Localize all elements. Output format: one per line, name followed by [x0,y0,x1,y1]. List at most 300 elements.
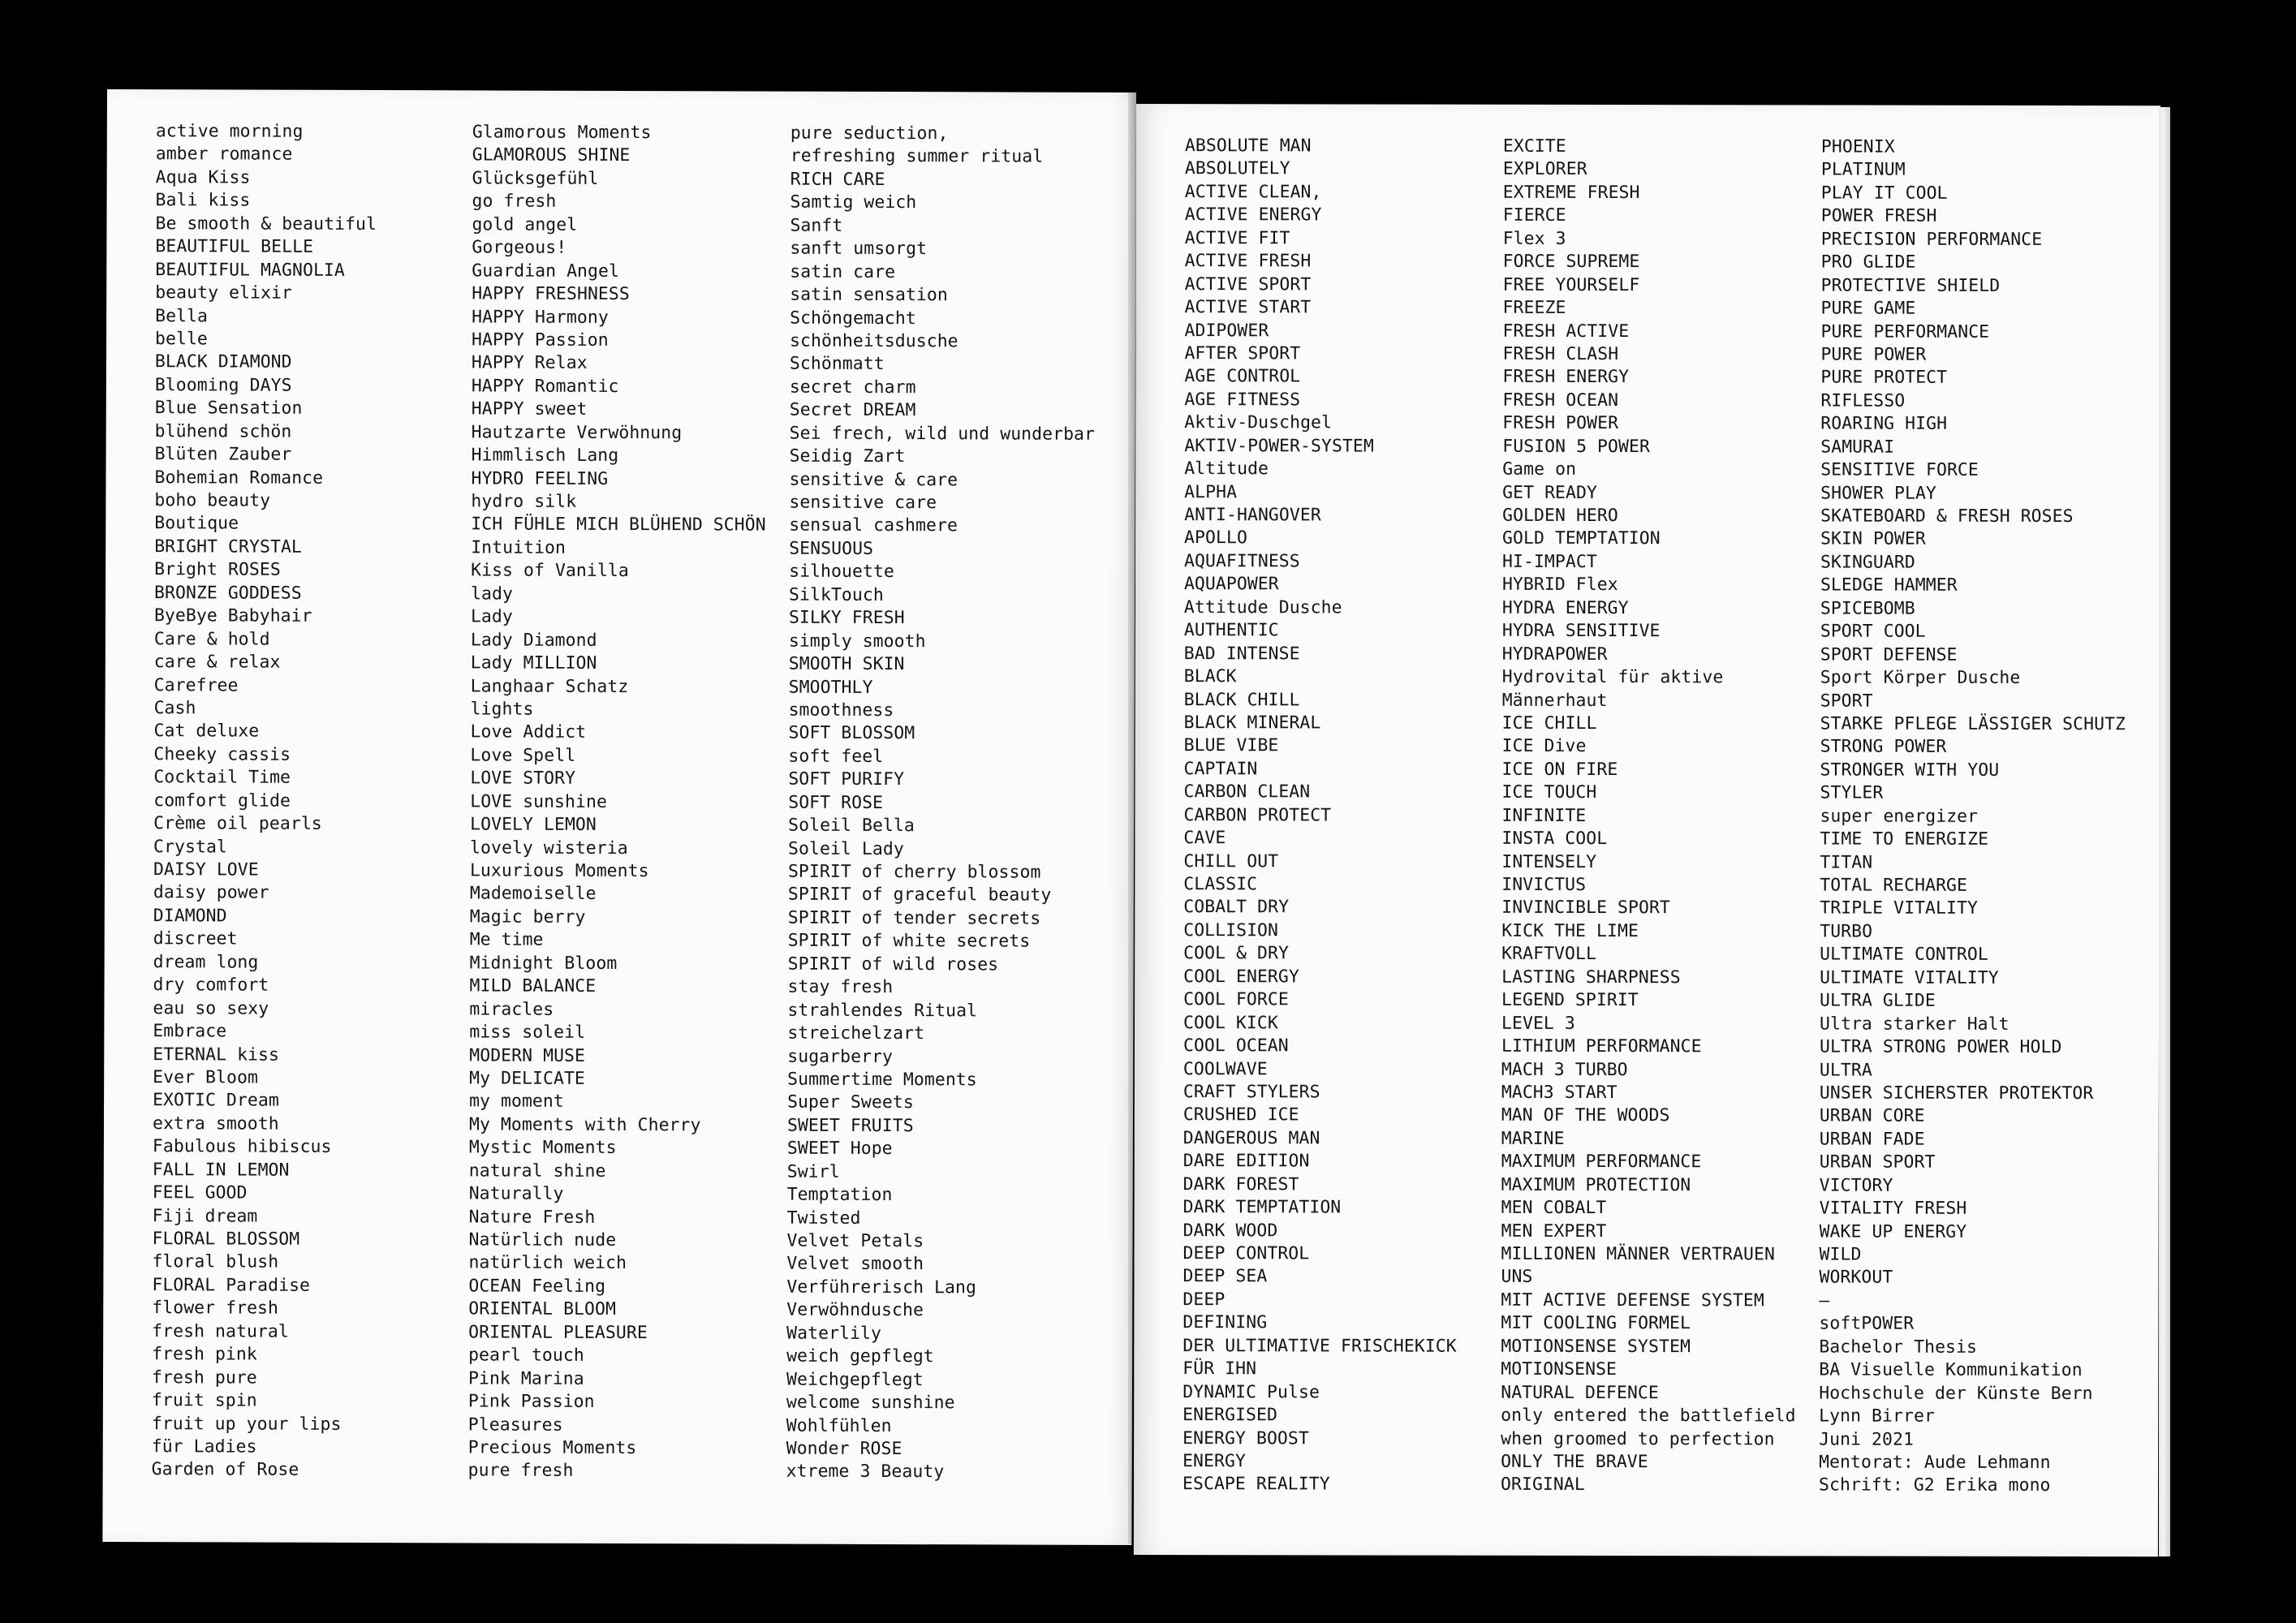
list-item: Bright ROSES [154,559,281,580]
list-item: GET READY [1502,482,1597,503]
list-item: Sanft [790,215,843,236]
list-item: AGE CONTROL [1184,366,1301,387]
list-item: INVINCIBLE SPORT [1501,898,1670,919]
list-item: HYDRO FEELING [471,467,609,489]
list-item: Schönmatt [789,354,885,375]
list-item: URBAN SPORT [1819,1152,1936,1173]
list-item: MAXIMUM PROTECTION [1501,1174,1691,1195]
list-item: Lady [470,606,513,627]
list-item: LOVE sunshine [470,791,608,812]
list-item: ORIENTAL BLOOM [468,1298,617,1320]
list-item: BA Visuelle Kommunikation [1819,1359,2083,1381]
list-item: SILKY FRESH [788,607,905,629]
list-item: LEVEL 3 [1501,1013,1575,1034]
list-item: Pink Marina [467,1368,584,1389]
list-item: PHOENIX [1820,136,1895,157]
list-item: ULTIMATE CONTROL [1820,944,1988,966]
list-item: ULTRA GLIDE [1820,990,1936,1011]
list-item: Cat deluxe [153,721,260,742]
list-item: SOFT ROSE [788,792,884,813]
list-item: MOTIONSENSE [1501,1358,1618,1380]
list-item: CRAFT STYLERS [1182,1082,1320,1103]
list-item: ABSOLUTELY [1184,158,1290,179]
list-item: miss soleil [469,1022,586,1043]
list-item: ICE CHILL [1501,712,1597,734]
list-item: UNSER SICHERSTER PROTEKTOR [1819,1083,2094,1104]
list-item: Swirl [786,1161,840,1182]
list-item: GOLD TEMPTATION [1502,528,1661,549]
left-page-column-2 [468,121,768,1483]
list-item: AQUAPOWER [1183,574,1279,595]
list-item: FRESH POWER [1502,413,1619,434]
list-item: SPIRIT of graceful beauty [787,885,1052,906]
list-item: miracles [469,999,554,1020]
list-item: ACTIVE CLEAN, [1184,181,1322,203]
list-item: amber romance [155,144,293,166]
list-item: MAN OF THE WOODS [1501,1105,1670,1126]
list-item: Bachelor Thesis [1819,1337,1978,1358]
list-item: pure seduction, [790,123,949,144]
list-item: blühend schön [154,420,292,442]
list-item: sensual cashmere [789,515,958,536]
list-item: Naturally [468,1183,564,1204]
list-item: TOTAL RECHARGE [1820,875,1968,896]
list-item: MEN EXPERT [1501,1220,1607,1242]
list-item: softPOWER [1819,1313,1915,1334]
list-item: Carefree [153,674,239,696]
list-item: ACTIVE ENERGY [1184,204,1322,226]
list-item: LITHIUM PERFORMANCE [1501,1035,1702,1057]
list-item: POWER FRESH [1820,205,1937,227]
list-item: FLORAL BLOSSOM [152,1229,300,1250]
list-item: INVICTUS [1501,874,1587,895]
list-item: ACTIVE FIT [1184,227,1290,249]
list-item: Blue Sensation [154,398,303,420]
list-item: beauty elixir [155,282,292,304]
list-item: MARINE [1501,1128,1565,1149]
list-item: Natürlich nude [468,1229,617,1251]
right-page-column-2 [1501,136,1798,1497]
list-item: stay fresh [787,976,894,998]
list-item: HYDRAPOWER [1501,644,1608,665]
list-item: Super Sweets [787,1092,914,1113]
list-item: BRONZE GODDESS [154,582,302,604]
list-item: Fabulous hibiscus [152,1136,332,1158]
list-item: MIT COOLING FORMEL [1501,1313,1691,1334]
list-item: sensitive & care [789,469,958,490]
list-item: sanft umsorgt [790,238,928,260]
list-item: Lynn Birrer [1819,1406,1935,1427]
list-item: Verwöhndusche [786,1299,924,1321]
list-item: Nature Fresh [468,1206,596,1228]
list-item: smoothness [788,700,894,721]
list-item: Care & hold [153,628,270,650]
list-item: Boutique [154,513,239,534]
list-item: BLACK DIAMOND [154,351,292,373]
list-item: MEN COBALT [1501,1197,1607,1219]
list-item: Blüten Zauber [154,444,292,465]
list-item: Flex 3 [1502,228,1566,249]
list-item: Cash [153,698,196,719]
list-item: FREE YOURSELF [1502,274,1640,295]
list-item: AFTER SPORT [1184,343,1301,364]
list-item: für Ladies [151,1436,257,1457]
list-item: ACTIVE SPORT [1184,273,1312,295]
list-item: Mentorat: Aude Lehmann [1819,1452,2051,1473]
list-item: HAPPY Harmony [472,306,609,328]
list-item: ANTI-HANGOVER [1184,505,1321,526]
list-item: Verführerisch Lang [786,1276,977,1298]
list-item: Lady Diamond [470,630,597,651]
list-item: URBAN CORE [1819,1105,1925,1127]
left-page [102,89,1136,1545]
list-item: EXCITE [1502,136,1566,157]
list-item: ENERGY BOOST [1182,1427,1309,1449]
list-item: DARE EDITION [1182,1151,1310,1172]
list-item: SPORT COOL [1820,621,1926,642]
right-page [1134,104,2160,1556]
list-item: COLLISION [1183,919,1279,941]
list-item: SENSUOUS [789,538,874,559]
list-item: Bali kiss [155,190,251,211]
list-item: STYLER [1820,782,1884,803]
list-item: CLASSIC [1183,874,1258,895]
list-item: ICE Dive [1501,736,1587,757]
list-item: belle [154,329,208,350]
list-item: AKTIV-POWER-SYSTEM [1184,435,1374,457]
list-item: ACTIVE FRESH [1184,251,1312,272]
list-item: Soleil Bella [788,815,915,837]
list-item: HI-IMPACT [1501,551,1597,572]
list-item: fresh natural [152,1320,289,1342]
list-item: Altitude [1184,458,1269,480]
list-item: ROARING HIGH [1820,413,1948,434]
left-page-column-1 [152,120,377,1483]
list-item: Magic berry [469,906,586,928]
list-item: AUTHENTIC [1183,620,1279,641]
list-item: ACTIVE START [1184,297,1312,318]
list-item: FEEL GOOD [152,1182,248,1203]
list-item: SAMURAI [1820,437,1895,458]
list-item: KRAFTVOLL [1501,944,1597,965]
list-item: pure fresh [467,1460,574,1482]
list-item: WAKE UP ENERGY [1819,1221,1967,1242]
list-item: ONLY THE BRAVE [1501,1451,1648,1473]
list-item: HAPPY Romantic [471,376,619,397]
list-item: CARBON CLEAN [1183,781,1311,803]
list-item: Pink Passion [467,1391,595,1412]
list-item: LOVELY LEMON [470,814,597,836]
list-item: RIFLESSO [1820,390,1906,411]
list-item: HAPPY FRESHNESS [472,283,630,305]
list-item: ORIGINAL [1501,1474,1585,1496]
list-item: CAPTAIN [1183,758,1258,780]
list-item: INFINITE [1501,805,1587,826]
list-item: COOL & DRY [1183,943,1289,964]
list-item: Game on [1502,458,1577,480]
list-item: Himmlisch Lang [471,445,619,467]
list-item: discreet [153,928,238,949]
list-item: Hochschule der Künste Bern [1819,1383,2093,1404]
list-item: ORIENTAL PLEASURE [468,1322,648,1343]
list-item: SPIRIT of white secrets [787,930,1031,952]
page-stack-edge [2159,107,2170,1556]
list-item: COOL OCEAN [1182,1035,1289,1057]
list-item: Attitude Dusche [1183,596,1342,618]
list-item: LEGEND SPIRIT [1501,989,1639,1011]
list-item: Hautzarte Verwöhnung [471,422,683,443]
list-item: fruit up your lips [151,1413,342,1435]
list-item: INTENSELY [1501,851,1597,872]
list-item: BLACK MINERAL [1183,712,1321,734]
list-item: ETERNAL kiss [153,1044,280,1065]
list-item: INSTA COOL [1501,828,1608,850]
list-item: Intuition [471,537,566,558]
list-item: DEEP [1182,1289,1226,1311]
list-item: COOL KICK [1183,1012,1278,1033]
list-item: Wonder ROSE [786,1438,902,1460]
list-item: BEAUTIFUL BELLE [155,236,314,257]
list-item: Pleasures [467,1414,563,1436]
list-item: EXPLORER [1502,159,1587,180]
list-item: Mystic Moments [468,1137,617,1159]
list-item: ULTIMATE VITALITY [1820,967,1999,988]
list-item: UNS [1501,1267,1533,1288]
list-item: HYDRA SENSITIVE [1501,620,1661,642]
list-item: ByeBye Babyhair [153,605,312,626]
list-item: Seidig Zart [789,446,906,467]
list-item: PLATINUM [1820,159,1906,181]
list-item: STRONGER WITH YOU [1820,760,2000,781]
list-item: Precious Moments [467,1437,637,1458]
right-page-column-1 [1182,135,1458,1496]
list-item: FORCE SUPREME [1502,251,1640,273]
list-item: Soleil Lady [788,838,904,859]
list-item: FRESH ENERGY [1502,367,1630,388]
list-item: boho beauty [154,490,271,511]
list-item: DEEP CONTROL [1182,1243,1310,1264]
list-item: ICE TOUCH [1501,782,1597,803]
list-item: SWEET FRUITS [786,1115,914,1136]
list-item: FÜR IHN [1182,1358,1257,1380]
list-item: go fresh [472,191,557,213]
list-item: SHOWER PLAY [1820,483,1936,504]
list-item: WILD [1819,1244,1862,1265]
list-item: TURBO [1820,921,1873,942]
list-item: Secret DREAM [789,399,916,421]
list-item: Cocktail Time [153,767,291,788]
list-item: pearl touch [468,1345,584,1367]
list-item: SPIRIT of tender secrets [787,907,1041,929]
list-item: MACH 3 TURBO [1501,1059,1628,1080]
list-item: APOLLO [1184,527,1247,549]
list-item: Love Spell [470,745,576,766]
list-item: Bohemian Romance [154,467,324,489]
list-item: ALPHA [1184,481,1238,502]
list-item: VITALITY FRESH [1819,1198,1967,1219]
list-item: DARK TEMPTATION [1182,1197,1342,1218]
list-item: DAISY LOVE [153,859,259,880]
list-item: Männerhaut [1501,690,1608,711]
list-item: HAPPY sweet [471,398,588,420]
list-item: DYNAMIC Pulse [1182,1381,1320,1403]
list-item: gold angel [472,214,578,235]
list-item: satin care [790,261,896,282]
list-item: FRESH OCEAN [1502,390,1619,411]
list-item: secret charm [789,377,916,398]
list-item: Fiji dream [152,1205,258,1227]
list-item: Hydrovital für aktive [1501,666,1724,688]
list-item: MODERN MUSE [469,1044,586,1066]
list-item: refreshing summer ritual [790,146,1044,168]
list-item: MOTIONSENSE SYSTEM [1501,1336,1691,1357]
list-item: STARKE PFLEGE LÄSSIGER SCHUTZ [1820,713,2126,735]
list-item: BEAUTIFUL MAGNOLIA [155,259,345,281]
list-item: SENSITIVE FORCE [1820,459,1979,480]
list-item: lady [471,583,514,605]
list-item: LASTING SHARPNESS [1501,966,1681,988]
list-item: streichelzart [787,1022,925,1044]
list-item: daisy power [153,882,269,904]
list-item: MIT ACTIVE DEFENSE SYSTEM [1501,1289,1764,1311]
list-item: ESCAPE REALITY [1182,1474,1330,1495]
left-page-column-3 [786,123,1096,1485]
list-item: BLACK CHILL [1183,689,1300,710]
list-item: RICH CARE [790,169,885,190]
list-item: simply smooth [788,631,926,652]
list-item: Guardian Angel [472,260,620,282]
list-item: Summertime Moments [787,1069,977,1091]
list-item: dry comfort [153,975,269,996]
list-item: FREEZE [1502,297,1566,318]
list-item: Crystal [153,836,227,858]
list-item: sugarberry [787,1046,894,1067]
list-item: AGE FITNESS [1184,389,1301,411]
list-item: SilkTouch [789,584,884,605]
list-item: FRESH CLASH [1502,343,1619,364]
list-item: fresh pure [151,1367,257,1388]
list-item: Juni 2021 [1819,1428,1914,1450]
list-item: — [1819,1290,1830,1311]
list-item: Schrift: G2 Erika mono [1819,1474,2051,1496]
list-item: ULTRA [1819,1059,1872,1081]
list-item: SKATEBOARD & FRESH ROSES [1820,506,2074,527]
list-item: BRIGHT CRYSTAL [154,536,302,558]
list-item: CAVE [1183,828,1226,849]
list-item: Waterlily [786,1323,882,1344]
list-item: Luxurious Moments [469,860,649,882]
list-item: Aktiv-Duschgel [1184,412,1333,433]
list-item: AQUAFITNESS [1183,550,1300,572]
list-item: TITAN [1820,852,1873,873]
list-item: floral blush [152,1251,279,1273]
list-item: ENERGISED [1182,1405,1278,1426]
list-item: CHILL OUT [1183,850,1279,872]
list-item: Sei frech, wild und wunderbar [789,423,1096,445]
list-item: fresh pink [152,1344,257,1365]
list-item: ICH FÜHLE MICH BLÜHEND SCHÖN [471,514,766,536]
list-item: SMOOTHLY [788,677,873,698]
list-item: SOFT BLOSSOM [788,723,915,744]
list-item: HAPPY Relax [471,352,588,374]
list-item: ABSOLUTE MAN [1184,136,1312,157]
list-item: Blooming DAYS [154,374,292,396]
list-item: SPIRIT of cherry blossom [787,861,1041,883]
list-item: weich gepflegt [786,1345,934,1367]
list-item: Lady MILLION [470,652,597,674]
list-item: SWEET Hope [786,1138,893,1160]
list-item: DEEP SEA [1182,1266,1268,1287]
list-item: DER ULTIMATIVE FRISCHEKICK [1182,1335,1457,1357]
list-item: EXTREME FRESH [1502,182,1640,203]
list-item: DARK WOOD [1182,1220,1278,1241]
list-item: Cheeky cassis [153,743,291,765]
list-item: My Moments with Cherry [468,1114,701,1136]
list-item: Weichgepflegt [786,1369,924,1390]
list-item: SPIRIT of wild roses [787,954,999,975]
list-item: PLAY IT COOL [1820,183,1948,204]
list-item: MACH3 START [1501,1082,1618,1103]
list-item: GLAMOROUS SHINE [472,144,631,166]
list-item: OCEAN Feeling [468,1276,606,1297]
list-item: Gorgeous! [472,237,567,258]
list-item: DARK FOREST [1182,1173,1299,1195]
list-item: SOFT PURIFY [788,768,905,790]
list-item: PURE PERFORMANCE [1820,321,1990,342]
list-item: SMOOTH SKIN [788,653,905,675]
list-item: active morning [155,121,304,142]
list-item: xtreme 3 Beauty [786,1462,945,1483]
list-item: flower fresh [152,1298,279,1319]
list-item: PURE GAME [1820,298,1916,319]
list-item: FLORAL Paradise [152,1275,311,1296]
list-item: silhouette [789,561,894,583]
list-item: Velvet Petals [786,1230,924,1252]
list-item: Midnight Bloom [469,953,618,974]
list-item: EXOTIC Dream [153,1090,279,1112]
list-item: care & relax [153,652,281,673]
list-item: Glamorous Moments [472,122,652,144]
list-item: ENERGY [1182,1451,1246,1472]
list-item: PRO GLIDE [1820,252,1916,273]
list-item: MAXIMUM PERFORMANCE [1501,1152,1702,1173]
list-item: DANGEROUS MAN [1182,1127,1320,1149]
list-item: ULTRA STRONG POWER HOLD [1819,1036,2062,1058]
list-item: Bella [155,305,209,326]
list-item: Twisted [786,1208,861,1229]
list-item: strahlendes Ritual [787,1000,978,1021]
list-item: DIAMOND [153,906,227,927]
list-item: URBAN FADE [1819,1129,1925,1150]
list-item: TIME TO ENERGIZE [1820,829,1989,850]
list-item: eau so sexy [153,997,269,1019]
list-item: SPORT DEFENSE [1820,644,1958,665]
list-item: comfort glide [153,790,291,812]
list-item: WORKOUT [1819,1267,1893,1289]
list-item: BLUE VIBE [1183,735,1279,756]
list-item: PURE PROTECT [1820,367,1948,389]
list-item: STRONG POWER [1820,736,1947,758]
list-item: lovely wisteria [470,837,628,859]
list-item: FIERCE [1502,205,1566,226]
list-item: my moment [469,1091,564,1113]
list-item: FRESH ACTIVE [1502,321,1630,342]
list-item: MILD BALANCE [469,975,597,997]
list-item: Love Addict [470,721,587,743]
list-item: fruit spin [151,1390,257,1411]
list-item: HYBRID Flex [1501,575,1618,596]
list-item: ADIPOWER [1184,320,1269,341]
